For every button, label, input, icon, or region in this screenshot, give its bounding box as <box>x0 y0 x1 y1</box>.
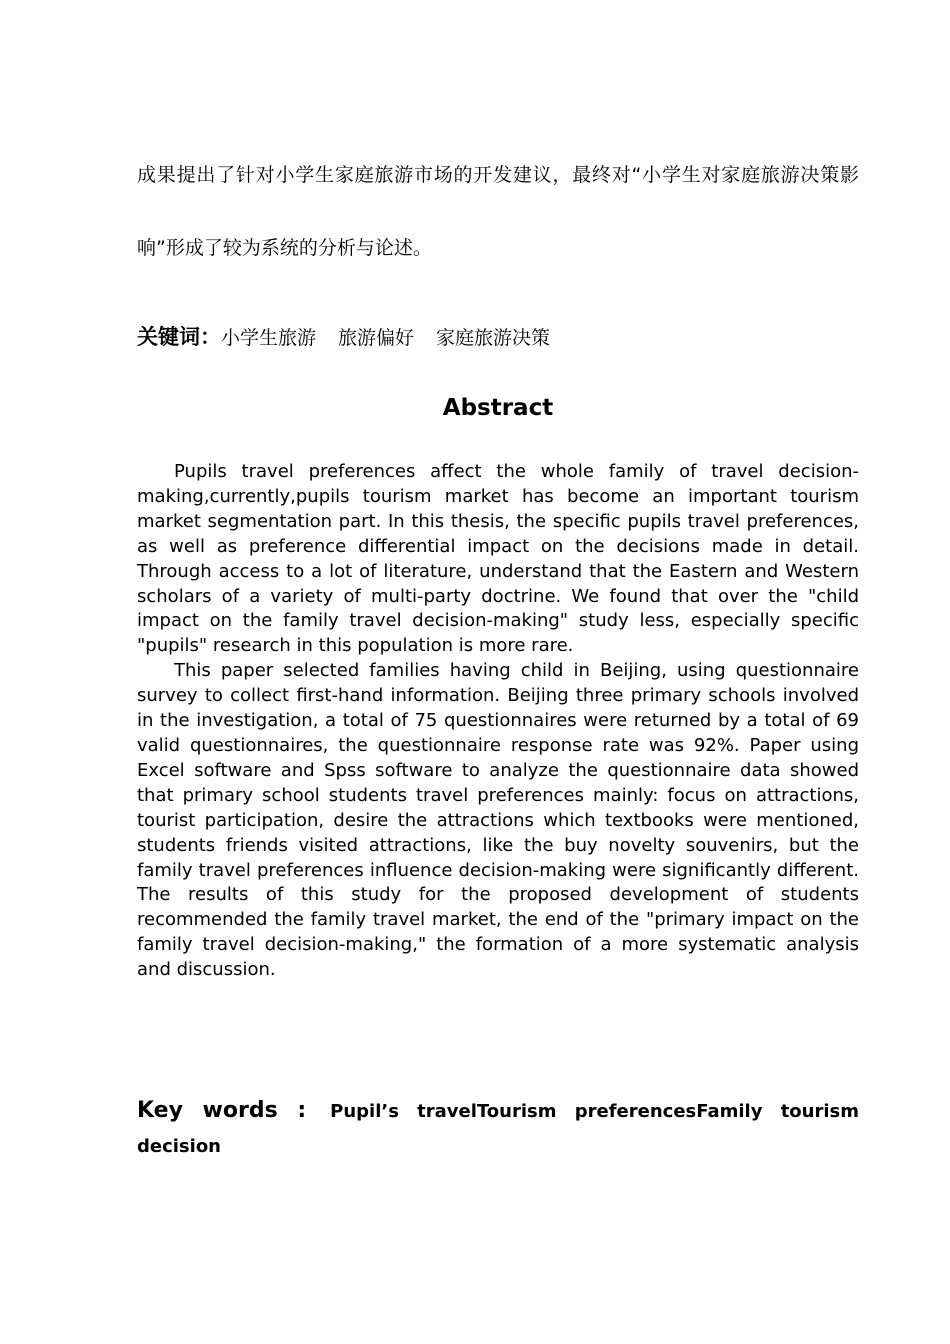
chinese-keyword: 家庭旅游决策 <box>436 327 551 349</box>
chinese-keywords <box>137 324 572 351</box>
english-keywords-text: Pupil’s travelTourism preferencesFamily tourism decision <box>137 1101 860 1157</box>
chinese-summary-line-2: 响”形成了较为系统的分析与论述。 <box>137 237 432 259</box>
chinese-keyword: 旅游偏好 <box>338 327 415 349</box>
chinese-keywords-label: 关键词： <box>137 325 221 349</box>
abstract-title: Abstract <box>442 395 554 421</box>
abstract-paragraph: This paper selected families having child in Beijing, using questionnaire survey to collect first-hand information. Beijing three primary schools involved in the investigation, a total of 75 questionnaires were returned by a total of 69 valid questionnaires, the questionnaire response rate was 92%. Paper using Excel software and Spss software to analyze the questionnaire data showed that primary school students travel preferences mainly: focus on attractions, tourist participation, desire the attractions which textbooks were mentioned, students friends visited attractions, like the buy novelty souvenirs, but the family travel preferences influence decision-making were significantly different. The results of this study for the proposed development of students recommended the family travel market, the end of the "primary impact on the family travel decision-making," the formation of a more systematic analysis and discussion. <box>137 660 859 981</box>
chinese-keyword: 小学生旅游 <box>221 327 317 349</box>
english-keywords <box>137 1093 859 1164</box>
abstract-paragraph: Pupils travel preferences affect the whole family of travel decision-making,currently,pupils tourism market has become an important tourism market segmentation part. In this thesis, the specific pupils travel preferences, as well as preference differential impact on the decisions made in detail. Through access to a lot of literature, understand that the Eastern and Western scholars of a variety of multi-party doctrine. We found that over the "child impact on the family travel decision-making" study less, especially specific "pupils" research in this population is more rare. <box>137 461 859 657</box>
abstract-body <box>137 460 859 983</box>
chinese-summary-line-1: 成果提出了针对小学生家庭旅游市场的开发建议，最终对“小学生对家庭旅游决策影 <box>137 164 859 186</box>
english-keywords-label: Key words : <box>137 1098 307 1123</box>
